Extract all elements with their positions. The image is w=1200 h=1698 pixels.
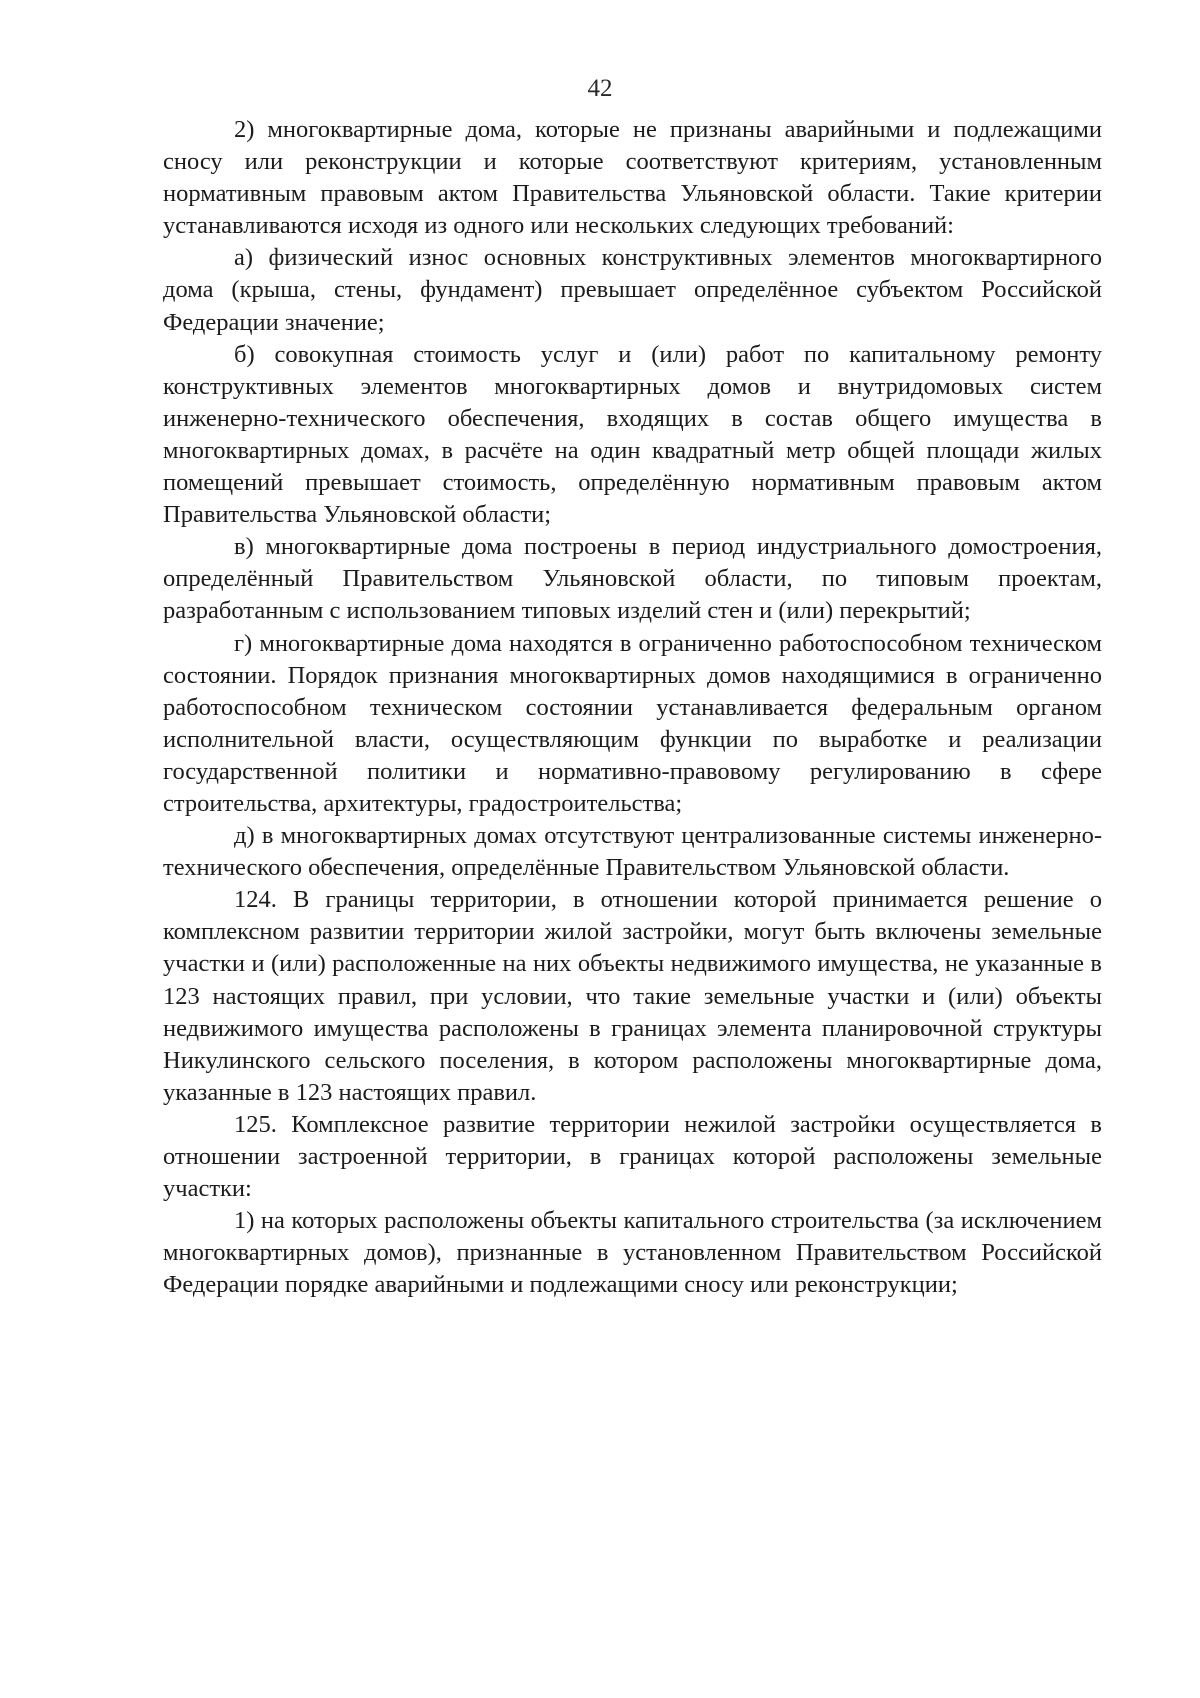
paragraph-124: 124. В границы территории, в отношении которой принимается решение о комплексном развитии территории жилой застройки, могут быть включены земельные участки и (или) расположенные на них объекты недвижимого имущества, не указанные в 123 настоящих правил, при условии, что такие земельные участки и (или) объекты недвижимого имущества расположены в границах элемента планировочной структуры Никулинского сельского поселения, в котором расположены многоквартирные дома, указанные в 123 настоящих правил. <box>163 886 1102 1106</box>
paragraph-subitem-g: г) многоквартирные дома находятся в ограниченно работоспособном техническом состоянии. Порядок признания многоквартирных домов находящимися в ограниченно работоспособном техническом состоянии устанавливается федеральным органом исполнительной власти, осуществляющим функции по выработке и реализации государственной политики и нормативно-правовому регулированию в сфере строительства, архитектуры, градостроительства; <box>163 629 1102 817</box>
paragraph-item-2: 2) многоквартирные дома, которые не признаны аварийными и подлежащими сносу или реконструкции и которые соответствуют критериям, установленным нормативным правовым актом Правительства Ульяновской области. Такие критерии устанавливаются исходя из одного или нескольких следующих требований: <box>163 116 1102 240</box>
paragraph-subitem-b: б) совокупная стоимость услуг и (или) работ по капитальному ремонту конструктивных элементов многоквартирных домов и внутридомовых систем инженерно-технического обеспечения, входящих в состав общего имущества в многоквартирных домах, в расчёте на один квадратный метр общей площади жилых помещений превышает стоимость, определённую нормативным правовым актом Правительства Ульяновской области; <box>163 340 1102 529</box>
paragraph-subitem-v: в) многоквартирные дома построены в период индустриального домостроения, определённый Правительством Ульяновской области, по типовым проектам, разработанным с использованием типовых изделий стен и (или) перекрытий; <box>163 533 1102 625</box>
paragraph-subitem-d: д) в многоквартирных домах отсутствуют централизованные системы инженерно-технического обеспечения, определённые Правительством Ульяновской области. <box>163 822 1102 882</box>
paragraph-125-item-1: 1) на которых расположены объекты капитального строительства (за исключением многоквартирных домов), признанные в установленном Правительством Российской Федерации порядке аварийными и подлежащими сносу или реконструкции; <box>163 1207 1102 1299</box>
paragraph-subitem-a: а) физический износ основных конструктивных элементов многоквартирного дома (крыша, стены, фундамент) превышает определённое субъектом Российской Федерации значение; <box>163 244 1102 336</box>
paragraph-125: 125. Комплексное развитие территории нежилой застройки осуществляется в отношении застроенной территории, в границах которой расположены земельные участки: <box>163 1110 1102 1203</box>
document-body <box>163 114 1102 1301</box>
page-number: 42 <box>587 75 613 102</box>
